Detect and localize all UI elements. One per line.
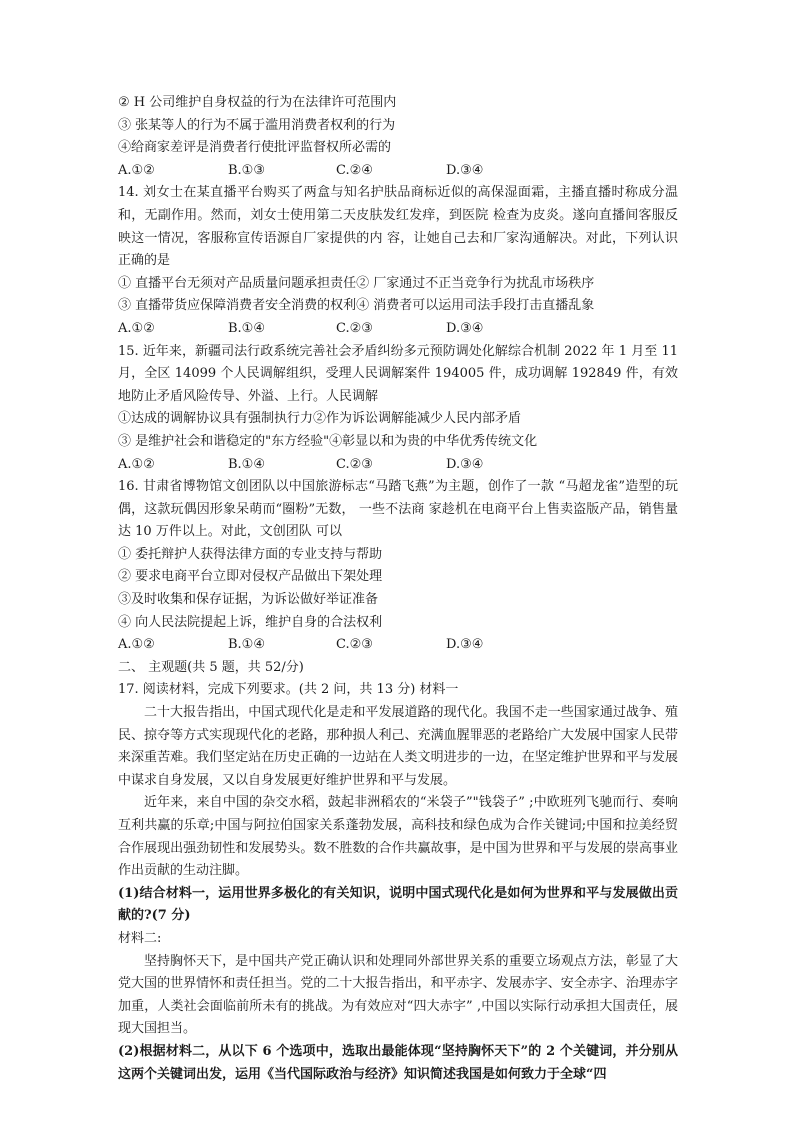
- q14-stem: 14. 刘女士在某直播平台购买了两盒与知名护肤品商标近似的高保湿面霜，主播直播时称成分温和，无副作用。然而，刘女士使用第二天皮肤发红发痒，到医院 检查为皮炎。遂向直播间客服反映这一情况，客服称宣传语源自厂家提供的内 容，让她自己去和厂家沟通解决。对此，下列认识正确的是: [118, 185, 678, 269]
- q16-statement-3: ③及时收集和保存证据，为诉讼做好举证准备: [118, 592, 379, 608]
- q16-option-a: A.①②: [118, 637, 155, 653]
- q17-question-1: (1)结合材料一，运用世界多极化的有关知识，说明中国式现代化是如何为世界和平与发展做出贡献的?(7 分): [118, 885, 678, 924]
- q13-statement-3: ③ 张某等人的行为不属于滥用消费者权利的行为: [118, 117, 396, 133]
- q15-stem: 15. 近年来，新疆司法行政系统完善社会矛盾纠纷多元预防调处化解综合机制 2022 年 1 月至 11 月，全区 14099 个人民调解组织，受理人民调解案件 194005 件，成功调解 192849 件，有效地防止矛盾风险传导、外溢、上行。人民调解: [118, 343, 678, 404]
- q15-options: [118, 454, 678, 477]
- exam-page: [118, 92, 678, 1086]
- q16-statement-4: ④ 向人民法院提起上诉，维护自身的合法权利: [118, 614, 383, 630]
- q17-material1-paragraph-2: 近年来，来自中国的杂交水稻，鼓起非洲稻农的“米袋子”"钱袋子” ;中欧班列飞驰而行、奏响互利共赢的乐章;中国与阿拉伯国家关系蓬勃发展，高科技和绿色成为合作关键词;中国和拉美经贸合作展现出强劲韧性和发展势头。数不胜数的合作共赢故事，是中国为世界和平与发展的崇高事业作出贡献的生动注脚。: [118, 795, 678, 879]
- q17-material2-label: 材料二:: [118, 930, 162, 946]
- q15-statements-1-2: ①达成的调解协议具有强制执行力②作为诉讼调解能减少人民内部矛盾: [118, 411, 522, 427]
- q15-option-b: B.①④: [228, 456, 265, 472]
- q14-statements-1-2: ① 直播平台无须对产品质量问题承担责任② 厂家通过不正当竞争行为扰乱市场秩序: [118, 275, 595, 291]
- q13-option-c: C.②④: [336, 162, 373, 178]
- q17-intro: 17. 阅读材料，完成下列要求。(共 2 问，共 13 分) 材料一: [118, 682, 459, 698]
- q16-options: [118, 634, 678, 657]
- q16-option-d: D.③④: [446, 637, 484, 653]
- q14-option-a: A.①②: [118, 320, 155, 336]
- q16-statement-1: ① 委托辩护人获得法律方面的专业支持与帮助: [118, 546, 383, 562]
- q14-statements-3-4: ③ 直播带货应保障消费者安全消费的权利④ 消费者可以运用司法手段打击直播乱象: [118, 298, 595, 314]
- q13-option-b: B.①③: [228, 162, 265, 178]
- q16-option-c: C.②③: [336, 637, 373, 653]
- q16-stem: 16. 甘肃省博物馆文创团队以中国旅游标志“马踏飞燕”为主题，创作了一款 “马超龙雀”造型的玩偶，这款玩偶因形象呆萌而“圈粉”无数， 一些不法商 家趁机在电商平台上售卖盗版产品，销售量达 10 万件以上。对此，文创团队 可以: [118, 479, 678, 540]
- q14-option-b: B.①④: [228, 320, 265, 336]
- q13-statement-2: ② H 公司维护自身权益的行为在法律许可范围内: [118, 95, 397, 110]
- q15-option-d: D.③④: [446, 456, 484, 472]
- q13-option-d: D.③④: [446, 162, 484, 178]
- q15-option-a: A.①②: [118, 456, 155, 472]
- q17-question-2: (2)根据材料二，从以下 6 个选项中，选取出最能体现“坚持胸怀天下”的 2 个关键词，并分别从这两个关键词出发，运用《当代国际政治与经济》知识简述我国是如何致力于全球“四: [118, 1043, 678, 1082]
- q16-statement-2: ② 要求电商平台立即对侵权产品做出下架处理: [118, 569, 383, 585]
- q13-option-a: A.①②: [118, 162, 155, 178]
- q17-material1-paragraph-1: 二十大报告指出，中国式现代化是走和平发展道路的现代化。我国不走一些国家通过战争、殖民、掠夺等方式实现现代化的老路，那种损人利己、充满血腥罪恶的老路给广大发展中国家人民带来深重苦难。我们坚定站在历史正确的一边站在人类文明进步的一边，在坚定维护世界和平与发展中谋求自身发展，又以自身发展更好维护世界和平与发展。: [118, 705, 678, 788]
- q13-statement-4: ④给商家差评是消费者行使批评监督权所必需的: [118, 140, 392, 156]
- q14-option-c: C.②③: [336, 320, 373, 336]
- q15-statements-3-4: ③ 是维护社会和谐稳定的"东方经验"④彰显以和为贵的中华优秀传统文化: [118, 433, 538, 449]
- q17-material2-paragraph: 坚持胸怀天下，是中国共产党正确认识和处理同外部世界关系的重要立场观点方法，彰显了大党大国的世界情怀和责任担当。党的二十大报告指出，和平赤字、发展赤字、安全赤字、治理赤字加重，人类社会面临前所未有的挑战。为有效应对“四大赤字” ,中国以实际行动承担大国责任，展现大国担当。: [118, 953, 678, 1037]
- q16-option-b: B.①④: [228, 637, 265, 653]
- section-heading: 二、 主观题(共 5 题，共 52/分): [118, 659, 304, 675]
- q14-options: [118, 318, 678, 341]
- q14-option-d: D.③④: [446, 320, 484, 336]
- q15-option-c: C.②③: [336, 456, 373, 472]
- q13-options: [118, 160, 678, 183]
